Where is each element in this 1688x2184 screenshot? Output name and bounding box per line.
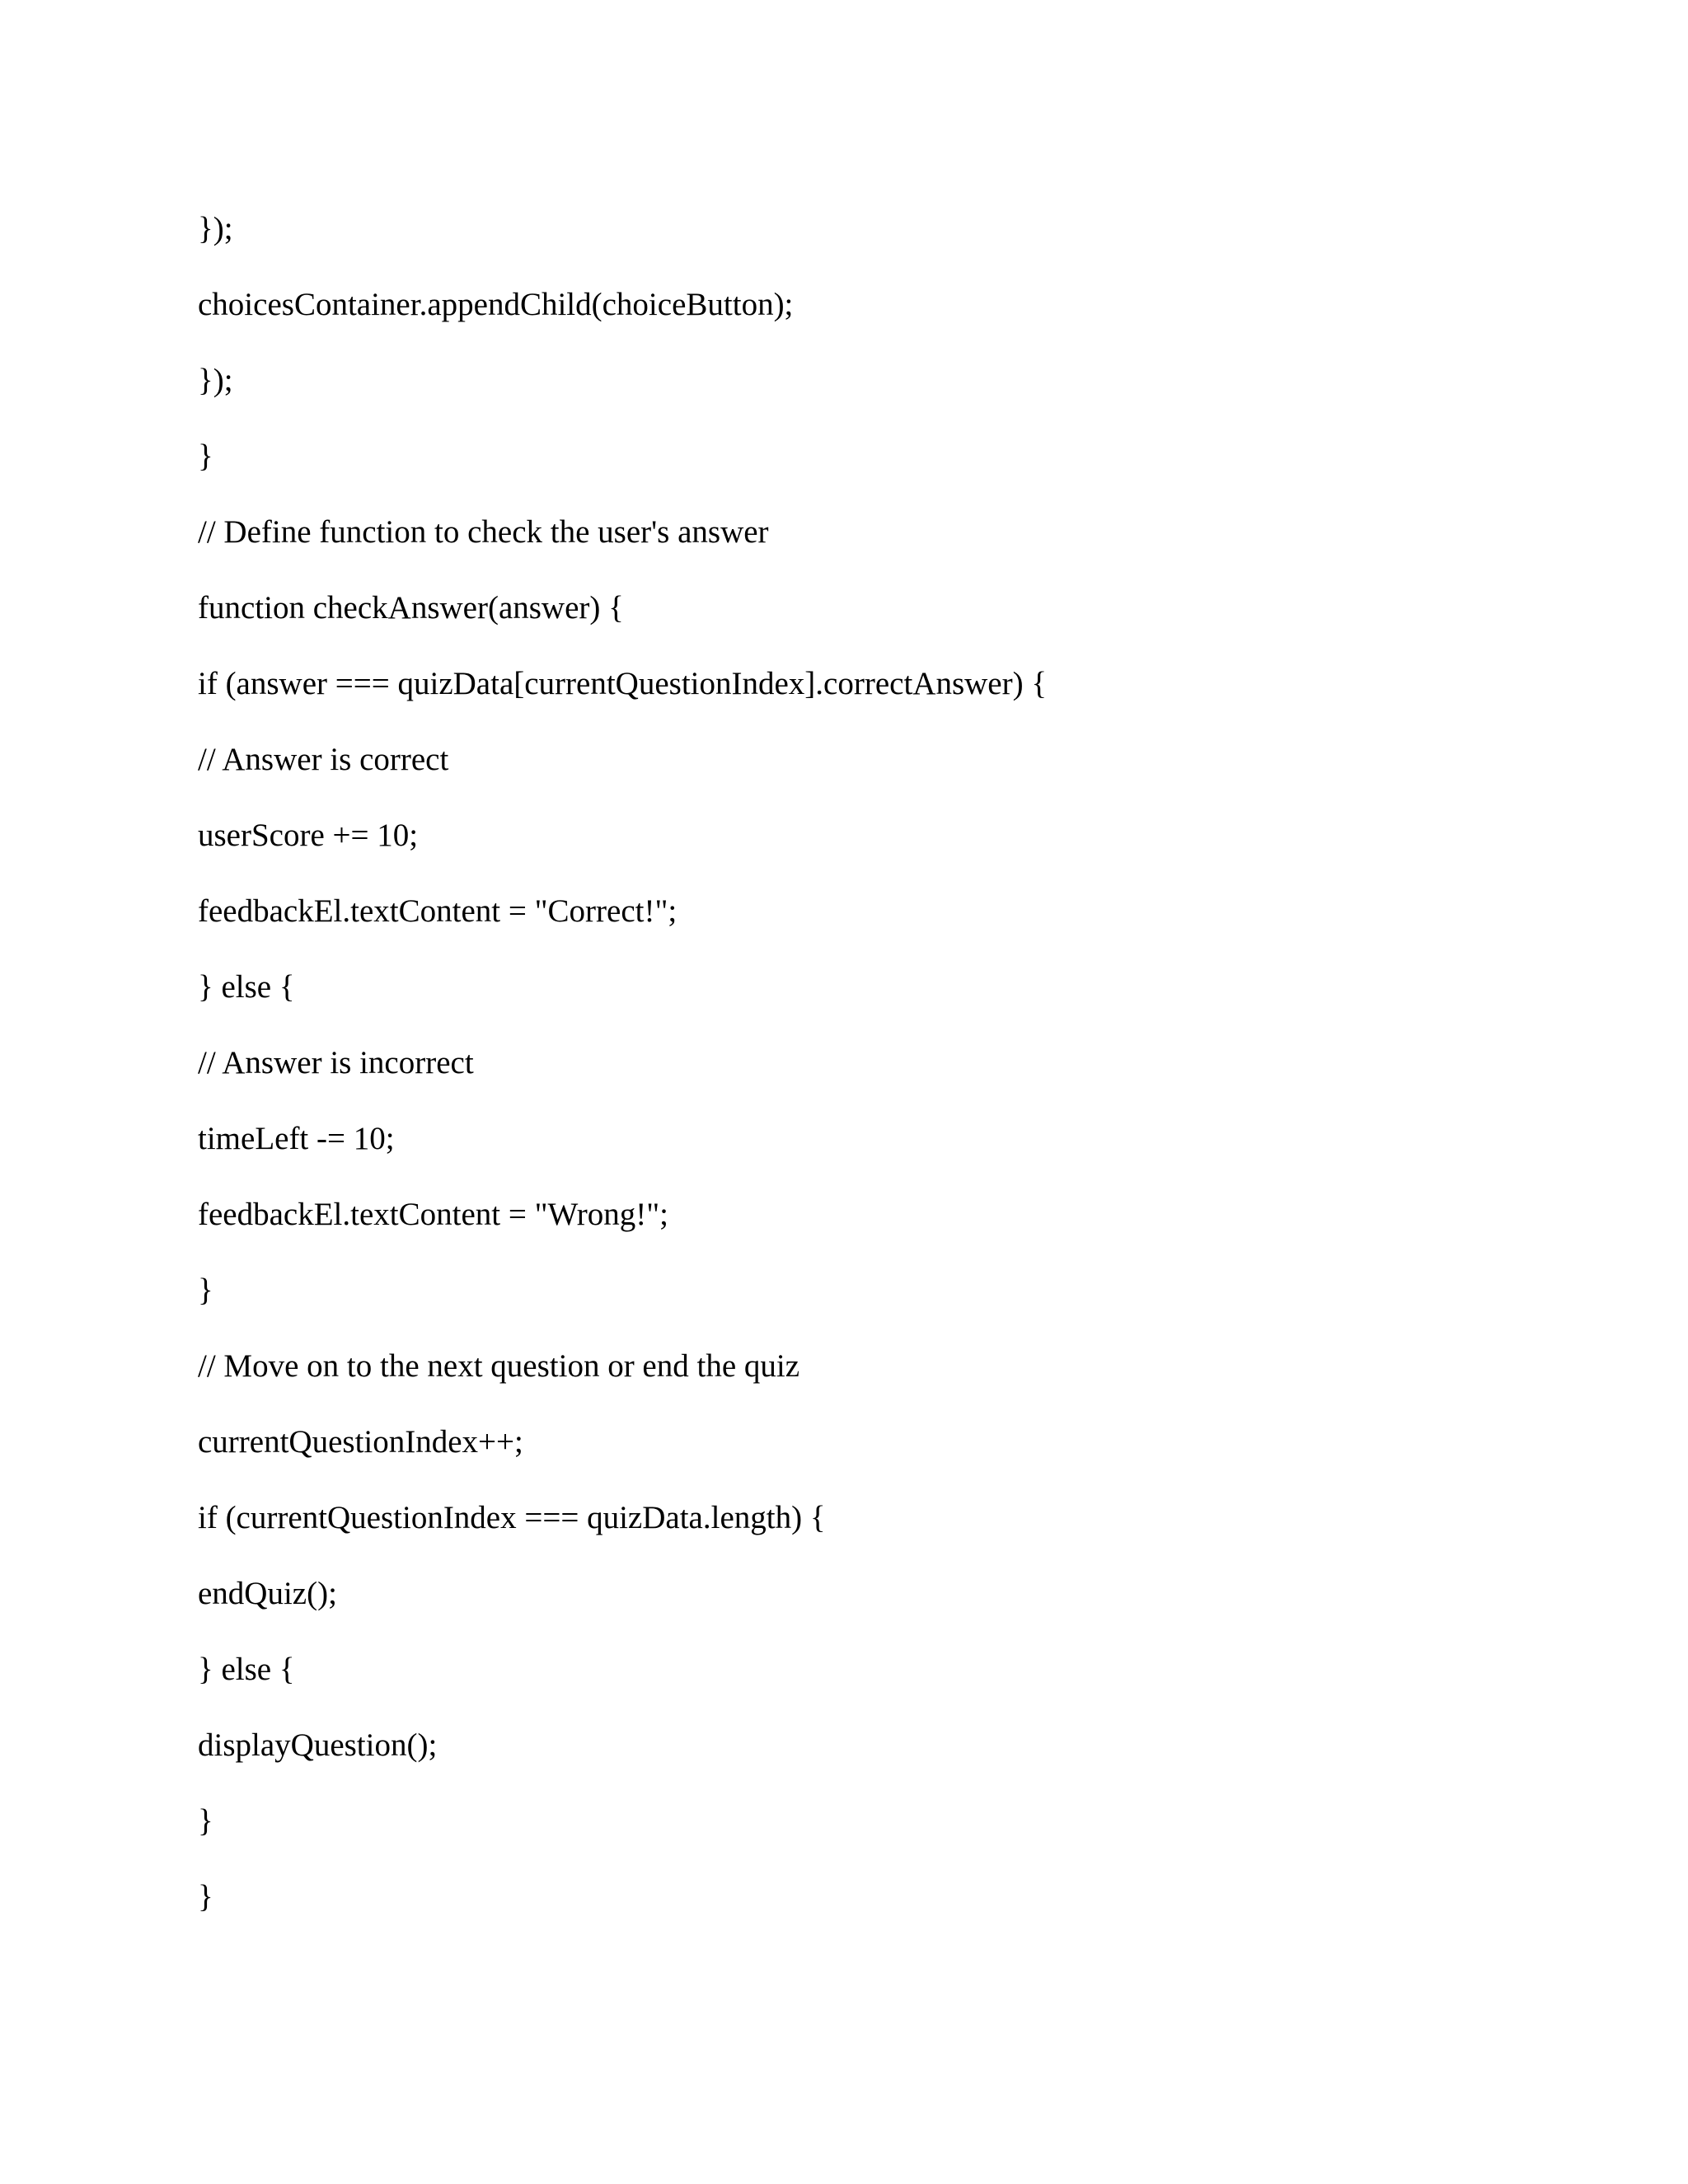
code-line: feedbackEl.textContent = "Wrong!"; bbox=[198, 1197, 669, 1232]
code-line: } bbox=[198, 1803, 213, 1839]
code-line: } bbox=[198, 1879, 213, 1915]
code-comment-line: // Answer is incorrect bbox=[198, 1045, 474, 1080]
code-line: displayQuestion(); bbox=[198, 1727, 438, 1763]
code-comment-line: // Define function to check the user's answer bbox=[198, 514, 769, 550]
code-line: userScore += 10; bbox=[198, 818, 419, 853]
code-line: }); bbox=[198, 363, 233, 398]
code-line: choicesContainer.appendChild(choiceButton); bbox=[198, 287, 794, 322]
code-line: timeLeft -= 10; bbox=[198, 1121, 395, 1156]
code-line: } bbox=[198, 1272, 213, 1308]
code-line: endQuiz(); bbox=[198, 1576, 337, 1611]
code-line: }); bbox=[198, 211, 233, 246]
code-comment-line: // Answer is correct bbox=[198, 742, 449, 777]
code-line: feedbackEl.textContent = "Correct!"; bbox=[198, 893, 678, 929]
code-line: } bbox=[198, 438, 213, 474]
code-comment-line: // Move on to the next question or end the quiz bbox=[198, 1348, 800, 1384]
code-line: } else { bbox=[198, 1652, 295, 1687]
code-listing bbox=[198, 191, 1047, 1935]
code-line: currentQuestionIndex++; bbox=[198, 1424, 523, 1460]
code-line: } else { bbox=[198, 969, 295, 1005]
code-line: function checkAnswer(answer) { bbox=[198, 590, 624, 626]
code-line: if (currentQuestionIndex === quizData.length) { bbox=[198, 1500, 826, 1535]
code-line: if (answer === quizData[currentQuestionIndex].correctAnswer) { bbox=[198, 666, 1048, 701]
